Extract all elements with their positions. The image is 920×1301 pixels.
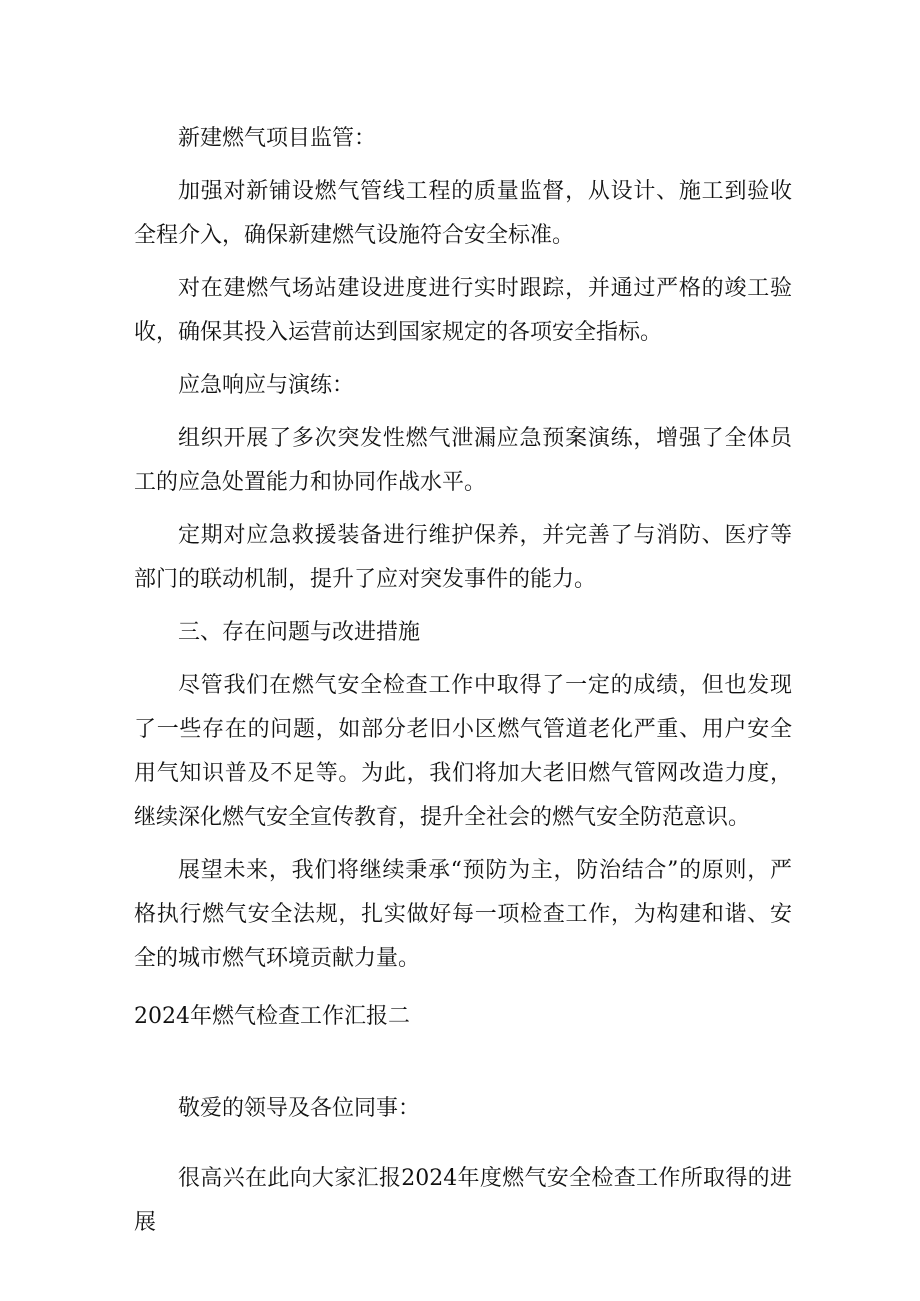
paragraph: 加强对新铺设燃气管线工程的质量监督，从设计、施工到验收全程介入，确保新建燃气设施符合安全标准。 [134, 179, 792, 248]
paragraph: 定期对应急救援装备进行维护保养，并完善了与消防、医疗等部门的联动机制，提升了应对突发事件的能力。 [134, 523, 792, 592]
paragraph: 组织开展了多次突发性燃气泄漏应急预案演练，增强了全体员工的应急处置能力和协同作战水平。 [134, 426, 792, 495]
heading-new-projects: 新建燃气项目监管： [178, 126, 377, 151]
paragraph: 尽管我们在燃气安全检查工作中取得了一定的成绩，但也发现了一些存在的问题，如部分老旧小区燃气管道老化严重、用户安全用气知识普及不足等。为此，我们将加大老旧燃气管网改造力度，继续深化燃气安全宣传教育，提升全社会的燃气安全防范意识。 [134, 673, 792, 830]
heading-issues-improvements: 三、存在问题与改进措施 [178, 620, 421, 645]
heading-emergency-response: 应急响应与演练： [178, 373, 355, 398]
paragraph: 展望未来，我们将继续秉承“预防为主，防治结合”的原则，严格执行燃气安全法规，扎实做好每一项检查工作，为构建和谐、安全的城市燃气环境贡献力量。 [134, 858, 792, 971]
greeting: 敬爱的领导及各位同事： [178, 1096, 421, 1121]
paragraph: 很高兴在此向大家汇报2024年度燃气安全检查工作所取得的进展 [134, 1166, 792, 1235]
paragraph: 对在建燃气场站建设进度进行实时跟踪，并通过严格的竣工验收，确保其投入运营前达到国家规定的各项安全指标。 [134, 276, 792, 345]
section-title: 2024年燃气检查工作汇报二 [134, 1004, 410, 1029]
